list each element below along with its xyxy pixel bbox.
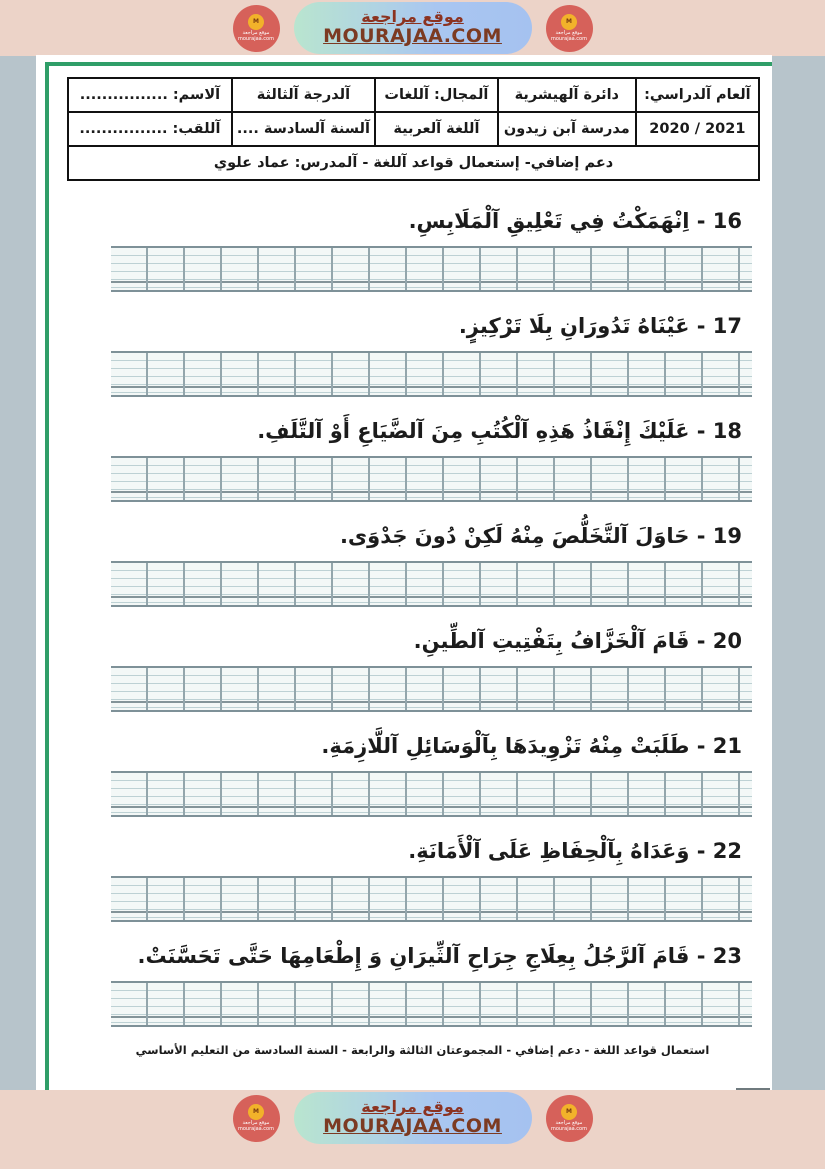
site-banner-top[interactable] bbox=[294, 2, 532, 54]
exercise-sentence: 16 - اِنْهَمَكْتُ فِي تَعْلِيقِ آلْمَلَابِسِ. bbox=[408, 209, 742, 233]
logo-domain-line: mourajaa.com bbox=[237, 36, 274, 42]
exercise-item bbox=[57, 292, 768, 397]
worksheet-page bbox=[36, 55, 772, 1104]
bottom-banner-band bbox=[0, 1090, 825, 1169]
top-banner-band bbox=[0, 0, 825, 56]
logo-domain-line: mourajaa.com bbox=[550, 1126, 587, 1132]
exercise-item bbox=[57, 922, 768, 1027]
grade-cell: آلدرجة آلثالثة bbox=[232, 78, 375, 112]
exercise-list bbox=[57, 187, 768, 1027]
page-footer-line: استعمال قواعد اللغة - دعم إضافي - المجموعتان الثالثة والرابعة - السنة السادسة من التعليم الأساسي bbox=[135, 1043, 710, 1057]
header-row-1 bbox=[68, 78, 759, 112]
school-cell: مدرسة آبن زيدون bbox=[498, 112, 636, 146]
worksheet-subtitle: دعم إضافي- إستعمال قواعد آللغة - آلمدرس: عماد علوي bbox=[68, 146, 759, 180]
student-name-field: آلاسم: ................ bbox=[68, 78, 232, 112]
exercise-sentence: 22 - وَعَدَاهُ بِآلْحِفَاظِ عَلَى آلْأَمَانَةِ. bbox=[408, 839, 742, 863]
year-level-cell: آلسنة آلسادسة .... bbox=[232, 112, 375, 146]
exercise-sentence: 21 - طَلَبَتْ مِنْهُ تَزْوِيدَهَا بِآلْوَسَائِلِ آللَّازِمَةِ. bbox=[321, 734, 742, 758]
exercise-sentence: 18 - عَلَيْكَ إِنْقَاذُ هَذِهِ آلْكُتُبِ مِنَ آلضَّيَاعِ أَوْ آلتَّلَفِ. bbox=[257, 419, 742, 443]
site-domain-link[interactable]: MOURAJAA.COM bbox=[323, 1115, 502, 1138]
site-name-arabic[interactable]: موقع مراجعة bbox=[361, 1096, 464, 1116]
logo-arabic-line: موقع مراجعة bbox=[555, 1119, 583, 1126]
exercise-item bbox=[57, 607, 768, 712]
writing-lines bbox=[111, 771, 752, 817]
exercise-item bbox=[57, 502, 768, 607]
header-subtitle-row bbox=[68, 146, 759, 180]
logo-arabic-line: موقع مراجعة bbox=[555, 29, 583, 36]
exercise-item bbox=[57, 187, 768, 292]
exercise-item bbox=[57, 397, 768, 502]
school-year-label: آلعام آلدراسي: bbox=[636, 78, 759, 112]
logo-yellow-dot-icon: M bbox=[248, 14, 264, 30]
header-row-2 bbox=[68, 112, 759, 146]
logo-arabic-line: موقع مراجعة bbox=[242, 29, 270, 36]
writing-lines bbox=[111, 666, 752, 712]
writing-lines bbox=[111, 456, 752, 502]
logo-arabic-line: موقع مراجعة bbox=[242, 1119, 270, 1126]
writing-lines bbox=[111, 981, 752, 1027]
writing-lines bbox=[111, 246, 752, 292]
logo-domain-line: mourajaa.com bbox=[550, 36, 587, 42]
mourajaa-logo-right-top bbox=[546, 5, 593, 52]
logo-domain-line: mourajaa.com bbox=[237, 1126, 274, 1132]
writing-lines bbox=[111, 561, 752, 607]
logo-yellow-dot-icon: M bbox=[561, 14, 577, 30]
exercise-sentence: 23 - قَامَ آلرَّجُلُ بِعِلَاجِ جِرَاحِ آلثِّيرَانِ وَ إِطْعَامِهَا حَتَّى تَحَسَّنَتْ. bbox=[137, 944, 742, 968]
exercise-sentence: 20 - قَامَ آلْخَزَّافُ بِتَفْتِيتِ آلطِّينِ. bbox=[413, 629, 742, 653]
domain-cell: آلمجال: آللغات bbox=[375, 78, 498, 112]
mourajaa-logo-left-top bbox=[233, 5, 280, 52]
exercise-sentence: 19 - حَاوَلَ آلتَّخَلُّصَ مِنْهُ لَكِنْ دُونَ جَدْوَى. bbox=[339, 524, 742, 548]
green-frame bbox=[45, 62, 772, 1097]
header-table bbox=[67, 77, 760, 181]
exercise-sentence: 17 - عَيْنَاهُ تَدُورَانِ بِلَا تَرْكِيزٍ. bbox=[458, 314, 742, 338]
district-cell: دائرة آلهيشرية bbox=[498, 78, 636, 112]
school-year-value: 2021 / 2020 bbox=[636, 112, 759, 146]
student-surname-field: آللقب: ................ bbox=[68, 112, 232, 146]
logo-yellow-dot-icon: M bbox=[561, 1104, 577, 1120]
mourajaa-logo-left-bottom bbox=[233, 1095, 280, 1142]
writing-lines bbox=[111, 351, 752, 397]
writing-lines bbox=[111, 876, 752, 922]
mourajaa-logo-right-bottom bbox=[546, 1095, 593, 1142]
site-banner-bottom[interactable] bbox=[294, 1092, 532, 1144]
logo-yellow-dot-icon: M bbox=[248, 1104, 264, 1120]
exercise-item bbox=[57, 817, 768, 922]
site-name-arabic[interactable]: موقع مراجعة bbox=[361, 6, 464, 26]
exercise-item bbox=[57, 712, 768, 817]
subject-cell: آللغة آلعربية bbox=[375, 112, 498, 146]
site-domain-link[interactable]: MOURAJAA.COM bbox=[323, 25, 502, 48]
